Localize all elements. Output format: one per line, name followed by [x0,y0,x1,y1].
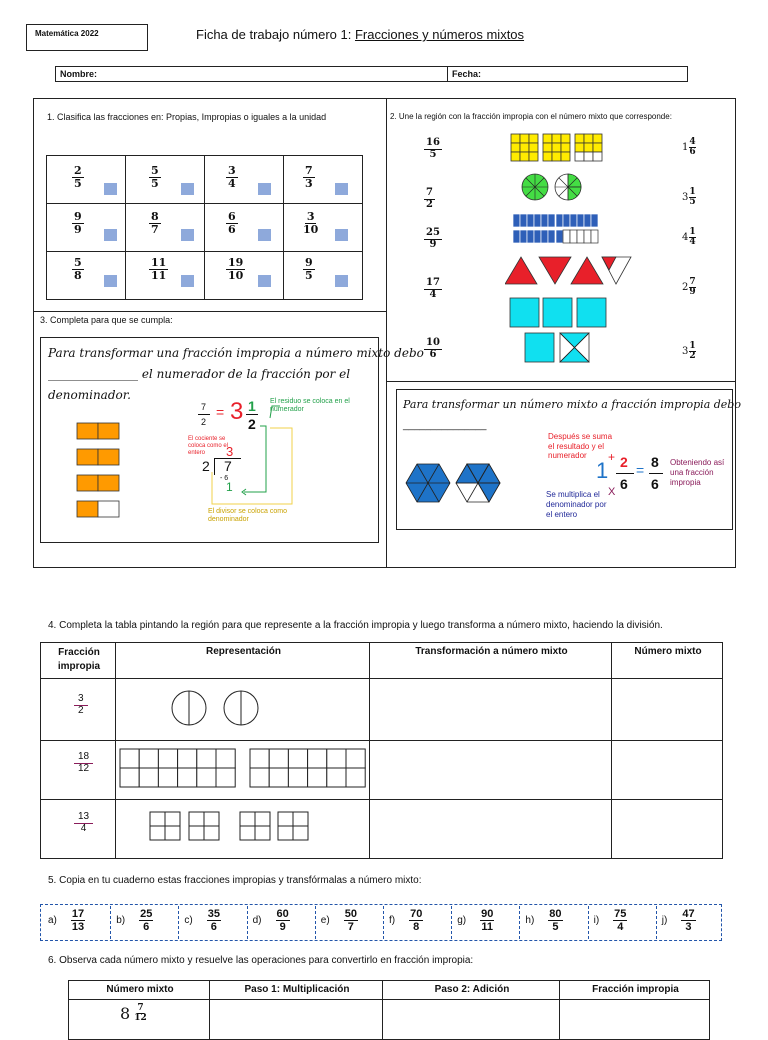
q1-answer-tab[interactable] [104,275,117,287]
q3-line2-rest: el numerador de la fracción por el [138,367,351,381]
note-result: Obteniendo así una fracción impropia [670,458,725,487]
q1-fraction [149,257,168,281]
note-residue: El residuo se coloca en el numerador [270,398,350,414]
q2-fraction [424,138,442,160]
q1-denominator: 7 [151,222,159,236]
q2-mixed-num: 1 [689,187,696,197]
q3-ex-rem: 1 [226,480,233,494]
q1-fraction [149,211,161,235]
q4-header-3-text: Transformación a número mixto [415,646,568,657]
q5-item-num: 50 [344,908,357,920]
q5-item-num: 70 [410,908,423,920]
q5-separator [519,906,520,939]
q2-fraction [424,338,442,360]
q1-numerator: 2 [74,164,82,177]
q5-item [525,908,562,933]
q2-numerator: 10 [426,337,440,348]
q2-denominator: 5 [429,148,437,160]
q2-mixed-frac [689,228,695,247]
q1-denominator: 8 [74,268,82,282]
q2-method-blank[interactable]: _______________ [403,420,487,431]
page-title [196,27,524,42]
q5-item [253,908,290,933]
q6-header-1-text: Número mixto [106,984,174,995]
q1-fraction [149,165,161,189]
q6-header-3-text: Paso 2: Adición [434,984,510,995]
q5-item-num: 17 [71,908,85,920]
q1-fraction [72,211,84,235]
q5-item-frac [139,908,153,933]
q3-arrows [200,400,310,510]
q5-separator [178,906,179,939]
q1-fraction [303,211,318,235]
q1-numerator: 3 [228,164,236,177]
q5-item-letter: j) [661,915,668,927]
subject-box [26,24,148,51]
q5-item-num: 75 [614,908,627,920]
q2-prompt: 2. Une la región con la fracción impropia con el número mixto que corresponde: [390,112,672,121]
q5-item-frac [276,908,290,933]
q4-header-1-text: Fracción impropia [57,647,101,672]
q6-header-4 [559,980,710,1000]
q5-item-frac [548,908,562,933]
ex-equals: = [636,462,645,478]
q1-fraction [226,211,238,235]
q5-item-letter: h) [525,915,535,927]
q5-item-den: 5 [552,921,559,934]
q5-separator [110,906,111,939]
q5-item-num: 35 [207,908,220,920]
q4-row-3-mixed[interactable] [611,799,723,859]
q1-denominator: 11 [151,268,167,282]
q2-mixed-num: 1 [689,227,696,237]
q5-item-frac [681,908,695,933]
q2-numerator: 25 [426,227,440,238]
q5-item [594,908,628,933]
q1-denominator: 9 [74,222,82,236]
q4-fraction [74,694,88,716]
q2-mixed-den: 9 [689,287,696,297]
region-red-triangles [505,257,631,284]
q6-first-den: 12 [134,1013,147,1023]
title-topic: Fracciones y números mixtos [354,27,525,42]
q4-header-3 [369,642,612,679]
q5-item-num: 47 [682,908,695,920]
q1-answer-tab[interactable] [258,275,271,287]
note-sum: Después se suma el resultado y el numerador [548,432,613,461]
q1-answer-tab[interactable] [335,183,348,195]
ex-den: 6 [620,476,628,492]
q1-numerator: 5 [74,256,82,269]
q1-answer-tab[interactable] [181,183,194,195]
q1-answer-tab[interactable] [258,183,271,195]
q1-numerator: 9 [305,256,313,269]
q5-item-letter: d) [252,915,262,927]
ex-result-num: 8 [651,454,659,470]
q2-mixed-den: 6 [689,147,696,157]
divider-q2 [386,381,736,382]
q6-prompt: 6. Observa cada número mixto y resuelve las operaciones para convertirlo en fracción impropia: [48,955,474,966]
q4-denominator: 2 [78,704,84,716]
q3-ex-n: 7 [201,402,207,412]
q2-mixed-num: 7 [689,277,696,287]
q1-fraction [303,257,315,281]
q1-denominator: 4 [228,176,236,190]
q5-item-frac [71,908,85,933]
subject-label: Matemática 2022 [35,29,99,38]
q2-mixed-number [682,138,696,157]
q5-item-num: 25 [140,908,153,920]
q5-item-letter: b) [116,915,126,927]
q3-ex-mn: 1 [248,398,256,414]
q5-item-frac [409,908,423,933]
q5-item-letter: g) [457,915,467,927]
ex-plus: + [608,450,616,464]
q2-mixed-den: 2 [689,351,696,361]
q5-item-den: 13 [71,921,85,934]
q1-fraction [72,257,84,281]
q5-item-den: 8 [413,921,420,934]
divider-vertical [386,98,387,568]
date-field[interactable] [447,66,688,82]
q6-row-1-step1[interactable] [209,999,383,1040]
q1-answer-tab[interactable] [181,275,194,287]
q2-mixed-whole: 3 [682,192,689,203]
hexagon-figures [404,460,504,506]
region-cyan-squares [510,298,606,362]
q5-item-den: 4 [617,921,624,934]
q2-denominator: 6 [429,348,437,360]
date-label: Fecha: [452,69,482,79]
region-blue-bars [513,214,598,243]
q5-item-letter: a) [48,915,57,927]
q2-mixed-whole: 2 [682,282,689,293]
divider-q1-q3 [33,311,387,312]
q5-separator [656,906,657,939]
q1-denominator: 10 [228,268,244,282]
q5-item [389,908,423,933]
q1-answer-tab[interactable] [104,229,117,241]
q1-denominator: 10 [303,222,319,236]
q1-answer-tab[interactable] [335,275,348,287]
q5-item-den: 7 [347,921,354,934]
q1-answer-tab[interactable] [181,229,194,241]
q3-line1: Para transformar una fracción impropia a número mixto debo [48,346,424,360]
q5-item-num: 80 [549,908,562,920]
q1-fraction [226,165,238,189]
ex-bar [616,473,634,474]
q5-item-frac [480,908,494,933]
q2-mixed-whole: 1 [682,142,689,153]
q2-mixed-number [682,342,696,361]
q6-header-4-text: Fracción impropia [592,984,679,995]
q2-mixed-den: 4 [689,237,696,247]
q3-prompt: 3. Completa para que se cumpla: [40,315,173,325]
q5-separator [588,906,589,939]
q5-item-letter: f) [389,915,396,927]
name-label: Nombre: [60,69,98,79]
q1-denominator: 5 [151,176,159,190]
q3-ex-sub: - 6 [220,475,229,482]
q1-fraction [72,165,84,189]
q6-first-whole: 8 [120,1004,131,1023]
q3-ex-d: 2 [201,417,207,427]
q1-answer-tab[interactable] [104,183,117,195]
q4-fraction [74,752,93,774]
q5-item-den: 3 [685,921,692,934]
q2-mixed-number [682,278,696,297]
q2-numerator: 17 [426,277,440,288]
q2-regions [505,130,635,370]
q1-numerator: 8 [151,210,159,223]
q3-ex-eq: = [216,404,225,420]
ex-whole: 1 [596,458,609,483]
q4-numerator: 13 [74,812,93,824]
q4-numerator: 3 [74,694,88,706]
q5-item-den: 11 [481,921,494,934]
q4-header-4-text: Número mixto [634,646,702,657]
q5-separator [383,906,384,939]
q2-mixed-frac [689,138,695,157]
q4-numerator: 18 [74,752,93,764]
q4-denominator: 4 [80,822,87,834]
q6-header-2 [209,980,383,1000]
q1-numerator: 19 [228,256,244,269]
q3-ex-q: 3 [226,444,234,459]
q6-header-1 [68,980,210,1000]
q2-mixed-number [682,188,696,207]
q5-item [662,908,696,933]
q2-mixed-frac [689,342,695,361]
q5-item-den: 9 [279,921,286,934]
q1-prompt: 1. Clasifica las fracciones en: Propias, Impropias o iguales a la unidad [47,112,327,122]
q1-answer-tab[interactable] [258,229,271,241]
q2-mixed-den: 5 [689,197,696,207]
q1-numerator: 6 [228,210,236,223]
q2-mixed-whole: 4 [682,232,689,243]
name-field[interactable] [55,66,448,82]
q6-first-mixed [120,1004,147,1023]
q4-row-2-transformation[interactable] [369,740,612,800]
q3-line3: denominador. [48,388,131,402]
q6-row-1-step2[interactable] [382,999,560,1040]
q5-separator [315,906,316,939]
q5-item-num: 90 [481,908,494,920]
q1-denominator: 3 [305,176,313,190]
q4-header-4 [611,642,723,679]
q6-first-frac [134,1004,147,1023]
q1-numerator: 7 [305,164,313,177]
q5-separator [451,906,452,939]
q3-ex-w: 3 [230,398,244,425]
q1-numerator: 3 [306,210,315,223]
q5-item-frac [207,908,221,933]
region-yellow-grids [511,134,602,161]
q4-header-1 [40,642,116,679]
ex-times: X [608,486,616,498]
q2-fraction [424,228,442,250]
ex-result-bar [649,473,663,474]
q4-row-2-mixed[interactable] [611,740,723,800]
title-prefix: Ficha de trabajo número 1: [196,27,355,42]
note-mult: Se multiplica el denominador por el entero [546,490,607,519]
q1-denominator: 5 [74,176,82,190]
q4-figures [116,642,372,862]
q1-numerator: 9 [74,210,82,223]
q5-item [457,908,494,933]
q2-fraction [424,188,435,210]
q5-item-frac [344,908,358,933]
q2-denominator: 2 [426,198,433,210]
q3-ex-md: 2 [248,416,256,432]
q2-mixed-frac [689,188,695,207]
q1-numerator: 5 [151,164,159,177]
q1-fraction [226,257,245,281]
q2-example [596,452,668,502]
q5-item-letter: e) [320,915,330,927]
q3-ex-div: 2 [202,458,210,474]
q2-fraction [424,278,442,300]
q5-item-letter: i) [593,915,600,927]
q4-denominator: 12 [78,762,90,774]
q5-item [321,908,358,933]
q4-fraction [74,812,93,834]
q2-mixed-whole: 3 [682,346,689,357]
q5-item [184,908,221,933]
q2-mixed-number [682,228,696,247]
q2-denominator: 4 [429,288,437,300]
q6-row-1-result[interactable] [559,999,710,1040]
region-green-circles [522,174,581,200]
q4-row-1-mixed[interactable] [611,678,723,741]
note-divisor: El divisor se coloca como denominador [208,508,287,524]
q3-ex-dividend: 7 [224,458,232,474]
q2-mixed-num: 1 [689,341,696,351]
q2-mixed-num: 4 [689,137,696,147]
ex-num: 2 [620,454,628,470]
q5-item-num: 60 [276,908,289,920]
q6-first-num: 7 [137,1003,144,1013]
q6-header-3 [382,980,560,1000]
q2-method-text: Para transformar un número mixto a fracción impropia debo [403,398,741,411]
q4-row-3-transformation[interactable] [369,799,612,859]
q1-fraction [303,165,315,189]
q2-numerator: 16 [426,137,440,148]
q5-item-letter: c) [184,915,193,927]
q5-item-den: 6 [210,921,217,934]
q6-header-2-text: Paso 1: Multiplicación [244,984,350,995]
q5-item-den: 6 [143,921,150,934]
q4-header-2-text: Representación [205,646,282,657]
q5-item [116,908,153,933]
q4-row-1-transformation[interactable] [369,678,612,741]
q2-denominator: 9 [429,238,437,250]
note-quotient: El cociente se coloca como el entero [188,436,229,457]
q4-prompt: 4. Completa la tabla pintando la región para que represente a la fracción impropia y luego transforma a número mixto, haciendo la división. [48,620,663,631]
q5-prompt: 5. Copia en tu cuaderno estas fracciones impropias y transfórmalas a número mixto: [48,875,422,886]
q1-numerator: 11 [151,256,167,269]
q2-numerator: 7 [426,187,433,198]
q6-table [68,980,710,1040]
q2-mixed-frac [689,278,695,297]
q1-denominator: 6 [228,222,236,236]
q5-item [48,908,85,933]
q3-blank[interactable]: _______________ [48,367,138,381]
ex-result-den: 6 [651,476,659,492]
q3-line2 [48,367,350,381]
q5-item-frac [613,908,627,933]
q1-denominator: 5 [305,268,313,282]
q5-separator [247,906,248,939]
q1-answer-tab[interactable] [335,229,348,241]
orange-bars [76,421,122,521]
